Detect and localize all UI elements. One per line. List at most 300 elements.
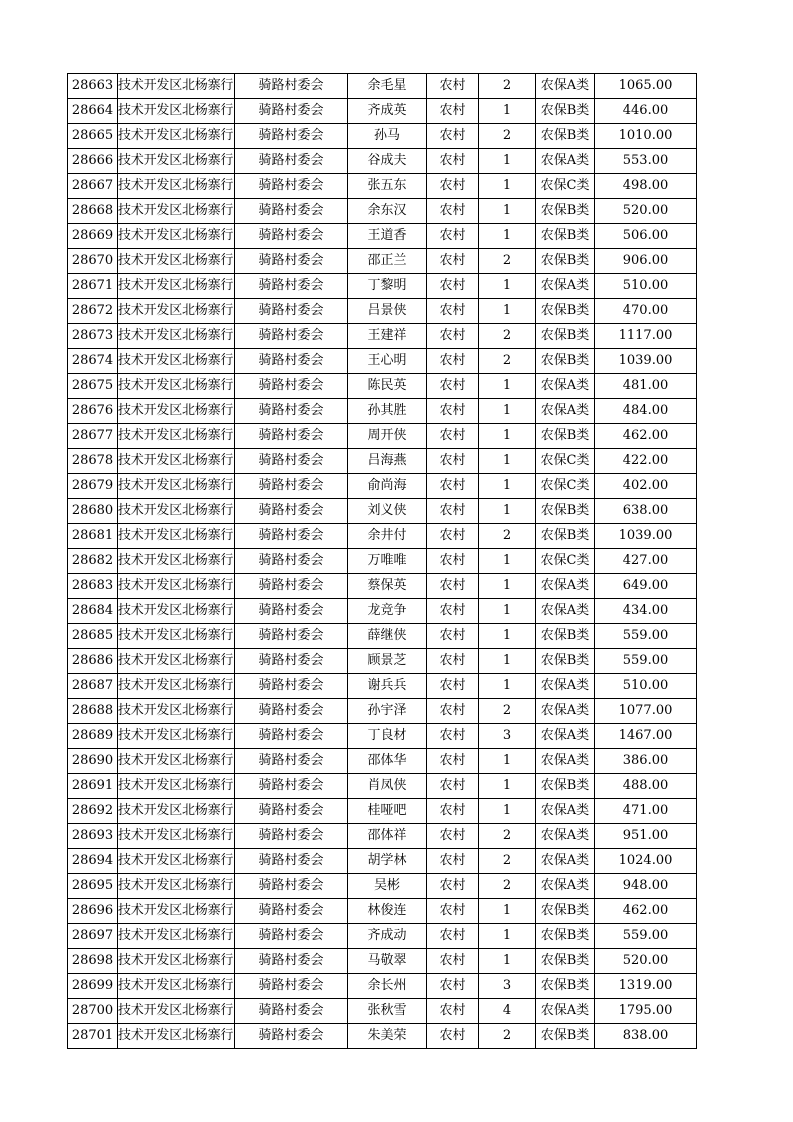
person-name-cell: 孙宇泽	[348, 699, 427, 724]
residence-type-cell: 农村	[427, 324, 479, 349]
record-id-cell: 28682	[68, 549, 118, 574]
record-id-cell: 28679	[68, 474, 118, 499]
town-cell: 技术开发区北杨寨行	[118, 249, 235, 274]
town-cell: 技术开发区北杨寨行	[118, 649, 235, 674]
insurance-category-cell: 农保A类	[536, 874, 595, 899]
residence-type-cell: 农村	[427, 899, 479, 924]
household-count-cell: 2	[479, 1024, 536, 1049]
amount-cell: 484.00	[595, 399, 697, 424]
household-count-cell: 3	[479, 974, 536, 999]
village-committee-cell: 骑路村委会	[235, 274, 348, 299]
residence-type-cell: 农村	[427, 624, 479, 649]
insurance-category-cell: 农保A类	[536, 149, 595, 174]
household-count-cell: 1	[479, 499, 536, 524]
amount-cell: 520.00	[595, 949, 697, 974]
residence-type-cell: 农村	[427, 274, 479, 299]
table-row	[68, 599, 697, 624]
table-row	[68, 524, 697, 549]
household-count-cell: 2	[479, 874, 536, 899]
village-committee-cell: 骑路村委会	[235, 749, 348, 774]
record-id-cell: 28688	[68, 699, 118, 724]
amount-cell: 386.00	[595, 749, 697, 774]
record-id-cell: 28680	[68, 499, 118, 524]
household-count-cell: 1	[479, 174, 536, 199]
household-count-cell: 1	[479, 424, 536, 449]
insurance-category-cell: 农保B类	[536, 124, 595, 149]
person-name-cell: 肖凤侠	[348, 774, 427, 799]
table-row	[68, 949, 697, 974]
person-name-cell: 孙马	[348, 124, 427, 149]
residence-type-cell: 农村	[427, 949, 479, 974]
record-id-cell: 28671	[68, 274, 118, 299]
insurance-category-cell: 农保B类	[536, 224, 595, 249]
village-committee-cell: 骑路村委会	[235, 474, 348, 499]
insurance-category-cell: 农保C类	[536, 549, 595, 574]
village-committee-cell: 骑路村委会	[235, 224, 348, 249]
insurance-category-cell: 农保A类	[536, 74, 595, 99]
record-id-cell: 28701	[68, 1024, 118, 1049]
amount-cell: 1795.00	[595, 999, 697, 1024]
residence-type-cell: 农村	[427, 874, 479, 899]
residence-type-cell: 农村	[427, 574, 479, 599]
insurance-category-cell: 农保A类	[536, 824, 595, 849]
town-cell: 技术开发区北杨寨行	[118, 999, 235, 1024]
person-name-cell: 谷成夫	[348, 149, 427, 174]
table-row	[68, 749, 697, 774]
amount-cell: 649.00	[595, 574, 697, 599]
village-committee-cell: 骑路村委会	[235, 124, 348, 149]
village-committee-cell: 骑路村委会	[235, 324, 348, 349]
table-row	[68, 874, 697, 899]
amount-cell: 906.00	[595, 249, 697, 274]
table-row	[68, 624, 697, 649]
household-count-cell: 1	[479, 399, 536, 424]
residence-type-cell: 农村	[427, 124, 479, 149]
person-name-cell: 王心明	[348, 349, 427, 374]
village-committee-cell: 骑路村委会	[235, 299, 348, 324]
household-count-cell: 1	[479, 99, 536, 124]
village-committee-cell: 骑路村委会	[235, 549, 348, 574]
record-id-cell: 28675	[68, 374, 118, 399]
table-row	[68, 824, 697, 849]
household-count-cell: 1	[479, 799, 536, 824]
table-row	[68, 99, 697, 124]
village-committee-cell: 骑路村委会	[235, 249, 348, 274]
record-id-cell: 28666	[68, 149, 118, 174]
town-cell: 技术开发区北杨寨行	[118, 149, 235, 174]
insurance-category-cell: 农保B类	[536, 624, 595, 649]
residence-type-cell: 农村	[427, 224, 479, 249]
town-cell: 技术开发区北杨寨行	[118, 974, 235, 999]
insurance-category-cell: 农保A类	[536, 599, 595, 624]
household-count-cell: 2	[479, 124, 536, 149]
person-name-cell: 孙其胜	[348, 399, 427, 424]
insurance-category-cell: 农保B类	[536, 924, 595, 949]
insurance-category-cell: 农保C类	[536, 449, 595, 474]
village-committee-cell: 骑路村委会	[235, 199, 348, 224]
amount-cell: 951.00	[595, 824, 697, 849]
town-cell: 技术开发区北杨寨行	[118, 274, 235, 299]
roster-table	[67, 73, 697, 1049]
residence-type-cell: 农村	[427, 699, 479, 724]
household-count-cell: 2	[479, 524, 536, 549]
amount-cell: 520.00	[595, 199, 697, 224]
record-id-cell: 28684	[68, 599, 118, 624]
person-name-cell: 吕景侠	[348, 299, 427, 324]
household-count-cell: 2	[479, 699, 536, 724]
residence-type-cell: 农村	[427, 549, 479, 574]
residence-type-cell: 农村	[427, 424, 479, 449]
person-name-cell: 周开侠	[348, 424, 427, 449]
residence-type-cell: 农村	[427, 374, 479, 399]
residence-type-cell: 农村	[427, 974, 479, 999]
insurance-category-cell: 农保A类	[536, 724, 595, 749]
person-name-cell: 丁黎明	[348, 274, 427, 299]
residence-type-cell: 农村	[427, 1024, 479, 1049]
village-committee-cell: 骑路村委会	[235, 599, 348, 624]
town-cell: 技术开发区北杨寨行	[118, 374, 235, 399]
insurance-category-cell: 农保A类	[536, 374, 595, 399]
household-count-cell: 1	[479, 674, 536, 699]
amount-cell: 471.00	[595, 799, 697, 824]
person-name-cell: 王道香	[348, 224, 427, 249]
residence-type-cell: 农村	[427, 999, 479, 1024]
insurance-category-cell: 农保B类	[536, 899, 595, 924]
table-row	[68, 174, 697, 199]
table-row	[68, 349, 697, 374]
household-count-cell: 1	[479, 599, 536, 624]
village-committee-cell: 骑路村委会	[235, 574, 348, 599]
table-row	[68, 424, 697, 449]
insurance-category-cell: 农保A类	[536, 799, 595, 824]
table-row	[68, 124, 697, 149]
amount-cell: 488.00	[595, 774, 697, 799]
record-id-cell: 28665	[68, 124, 118, 149]
person-name-cell: 马敬翠	[348, 949, 427, 974]
amount-cell: 427.00	[595, 549, 697, 574]
record-id-cell: 28687	[68, 674, 118, 699]
amount-cell: 1024.00	[595, 849, 697, 874]
record-id-cell: 28694	[68, 849, 118, 874]
residence-type-cell: 农村	[427, 674, 479, 699]
household-count-cell: 3	[479, 724, 536, 749]
village-committee-cell: 骑路村委会	[235, 149, 348, 174]
household-count-cell: 1	[479, 474, 536, 499]
record-id-cell: 28674	[68, 349, 118, 374]
residence-type-cell: 农村	[427, 499, 479, 524]
town-cell: 技术开发区北杨寨行	[118, 324, 235, 349]
residence-type-cell: 农村	[427, 149, 479, 174]
residence-type-cell: 农村	[427, 774, 479, 799]
village-committee-cell: 骑路村委会	[235, 724, 348, 749]
insurance-category-cell: 农保B类	[536, 99, 595, 124]
town-cell: 技术开发区北杨寨行	[118, 849, 235, 874]
roster-table-body	[68, 74, 697, 1049]
record-id-cell: 28672	[68, 299, 118, 324]
village-committee-cell: 骑路村委会	[235, 174, 348, 199]
table-row	[68, 474, 697, 499]
record-id-cell: 28698	[68, 949, 118, 974]
amount-cell: 506.00	[595, 224, 697, 249]
record-id-cell: 28690	[68, 749, 118, 774]
person-name-cell: 余毛星	[348, 74, 427, 99]
household-count-cell: 1	[479, 774, 536, 799]
insurance-category-cell: 农保B类	[536, 1024, 595, 1049]
person-name-cell: 万唯唯	[348, 549, 427, 574]
village-committee-cell: 骑路村委会	[235, 349, 348, 374]
insurance-category-cell: 农保A类	[536, 399, 595, 424]
insurance-category-cell: 农保B类	[536, 524, 595, 549]
insurance-category-cell: 农保A类	[536, 674, 595, 699]
town-cell: 技术开发区北杨寨行	[118, 174, 235, 199]
household-count-cell: 1	[479, 924, 536, 949]
table-row	[68, 374, 697, 399]
residence-type-cell: 农村	[427, 799, 479, 824]
insurance-category-cell: 农保A类	[536, 574, 595, 599]
town-cell: 技术开发区北杨寨行	[118, 699, 235, 724]
town-cell: 技术开发区北杨寨行	[118, 724, 235, 749]
residence-type-cell: 农村	[427, 199, 479, 224]
record-id-cell: 28681	[68, 524, 118, 549]
residence-type-cell: 农村	[427, 299, 479, 324]
record-id-cell: 28685	[68, 624, 118, 649]
person-name-cell: 朱美荣	[348, 1024, 427, 1049]
town-cell: 技术开发区北杨寨行	[118, 499, 235, 524]
village-committee-cell: 骑路村委会	[235, 649, 348, 674]
table-row	[68, 324, 697, 349]
person-name-cell: 陈民英	[348, 374, 427, 399]
person-name-cell: 俞尚海	[348, 474, 427, 499]
village-committee-cell: 骑路村委会	[235, 999, 348, 1024]
amount-cell: 462.00	[595, 424, 697, 449]
record-id-cell: 28699	[68, 974, 118, 999]
residence-type-cell: 农村	[427, 849, 479, 874]
household-count-cell: 1	[479, 224, 536, 249]
insurance-category-cell: 农保A类	[536, 274, 595, 299]
amount-cell: 434.00	[595, 599, 697, 624]
household-count-cell: 2	[479, 74, 536, 99]
table-row	[68, 649, 697, 674]
insurance-category-cell: 农保A类	[536, 849, 595, 874]
record-id-cell: 28676	[68, 399, 118, 424]
table-row	[68, 899, 697, 924]
record-id-cell: 28691	[68, 774, 118, 799]
table-row	[68, 249, 697, 274]
village-committee-cell: 骑路村委会	[235, 874, 348, 899]
village-committee-cell: 骑路村委会	[235, 624, 348, 649]
village-committee-cell: 骑路村委会	[235, 674, 348, 699]
amount-cell: 1065.00	[595, 74, 697, 99]
village-committee-cell: 骑路村委会	[235, 74, 348, 99]
record-id-cell: 28696	[68, 899, 118, 924]
residence-type-cell: 农村	[427, 924, 479, 949]
town-cell: 技术开发区北杨寨行	[118, 349, 235, 374]
town-cell: 技术开发区北杨寨行	[118, 899, 235, 924]
person-name-cell: 蔡保英	[348, 574, 427, 599]
residence-type-cell: 农村	[427, 524, 479, 549]
record-id-cell: 28663	[68, 74, 118, 99]
amount-cell: 422.00	[595, 449, 697, 474]
insurance-category-cell: 农保B类	[536, 424, 595, 449]
household-count-cell: 2	[479, 249, 536, 274]
record-id-cell: 28668	[68, 199, 118, 224]
village-committee-cell: 骑路村委会	[235, 799, 348, 824]
record-id-cell: 28670	[68, 249, 118, 274]
record-id-cell: 28695	[68, 874, 118, 899]
town-cell: 技术开发区北杨寨行	[118, 674, 235, 699]
insurance-category-cell: 农保C类	[536, 174, 595, 199]
person-name-cell: 齐成英	[348, 99, 427, 124]
person-name-cell: 王建祥	[348, 324, 427, 349]
residence-type-cell: 农村	[427, 74, 479, 99]
town-cell: 技术开发区北杨寨行	[118, 924, 235, 949]
amount-cell: 838.00	[595, 1024, 697, 1049]
table-row	[68, 199, 697, 224]
table-row	[68, 449, 697, 474]
amount-cell: 1117.00	[595, 324, 697, 349]
insurance-category-cell: 农保B类	[536, 974, 595, 999]
amount-cell: 498.00	[595, 174, 697, 199]
person-name-cell: 胡学林	[348, 849, 427, 874]
insurance-category-cell: 农保B类	[536, 299, 595, 324]
person-name-cell: 邵体华	[348, 749, 427, 774]
insurance-category-cell: 农保B类	[536, 774, 595, 799]
person-name-cell: 龙竞争	[348, 599, 427, 624]
amount-cell: 462.00	[595, 899, 697, 924]
household-count-cell: 1	[479, 624, 536, 649]
household-count-cell: 1	[479, 199, 536, 224]
village-committee-cell: 骑路村委会	[235, 399, 348, 424]
person-name-cell: 张五东	[348, 174, 427, 199]
table-row	[68, 499, 697, 524]
table-row	[68, 999, 697, 1024]
record-id-cell: 28664	[68, 99, 118, 124]
residence-type-cell: 农村	[427, 749, 479, 774]
person-name-cell: 邵正兰	[348, 249, 427, 274]
insurance-category-cell: 农保B类	[536, 349, 595, 374]
amount-cell: 446.00	[595, 99, 697, 124]
person-name-cell: 丁良材	[348, 724, 427, 749]
amount-cell: 1319.00	[595, 974, 697, 999]
insurance-category-cell: 农保B类	[536, 949, 595, 974]
town-cell: 技术开发区北杨寨行	[118, 599, 235, 624]
village-committee-cell: 骑路村委会	[235, 699, 348, 724]
table-row	[68, 699, 697, 724]
amount-cell: 510.00	[595, 274, 697, 299]
insurance-category-cell: 农保B类	[536, 499, 595, 524]
insurance-category-cell: 农保A类	[536, 749, 595, 774]
town-cell: 技术开发区北杨寨行	[118, 824, 235, 849]
town-cell: 技术开发区北杨寨行	[118, 399, 235, 424]
record-id-cell: 28683	[68, 574, 118, 599]
residence-type-cell: 农村	[427, 249, 479, 274]
table-row	[68, 1024, 697, 1049]
amount-cell: 1010.00	[595, 124, 697, 149]
amount-cell: 481.00	[595, 374, 697, 399]
insurance-category-cell: 农保B类	[536, 649, 595, 674]
table-row	[68, 399, 697, 424]
table-row	[68, 849, 697, 874]
person-name-cell: 余井付	[348, 524, 427, 549]
person-name-cell: 余东汉	[348, 199, 427, 224]
person-name-cell: 吴彬	[348, 874, 427, 899]
town-cell: 技术开发区北杨寨行	[118, 474, 235, 499]
town-cell: 技术开发区北杨寨行	[118, 624, 235, 649]
village-committee-cell: 骑路村委会	[235, 424, 348, 449]
amount-cell: 1467.00	[595, 724, 697, 749]
amount-cell: 510.00	[595, 674, 697, 699]
residence-type-cell: 农村	[427, 399, 479, 424]
town-cell: 技术开发区北杨寨行	[118, 1024, 235, 1049]
village-committee-cell: 骑路村委会	[235, 924, 348, 949]
town-cell: 技术开发区北杨寨行	[118, 199, 235, 224]
town-cell: 技术开发区北杨寨行	[118, 449, 235, 474]
town-cell: 技术开发区北杨寨行	[118, 74, 235, 99]
town-cell: 技术开发区北杨寨行	[118, 749, 235, 774]
record-id-cell: 28678	[68, 449, 118, 474]
record-id-cell: 28693	[68, 824, 118, 849]
household-count-cell: 1	[479, 274, 536, 299]
household-count-cell: 1	[479, 949, 536, 974]
residence-type-cell: 农村	[427, 599, 479, 624]
table-row	[68, 924, 697, 949]
record-id-cell: 28689	[68, 724, 118, 749]
table-row	[68, 299, 697, 324]
household-count-cell: 2	[479, 824, 536, 849]
amount-cell: 470.00	[595, 299, 697, 324]
table-row	[68, 724, 697, 749]
record-id-cell: 28667	[68, 174, 118, 199]
amount-cell: 559.00	[595, 624, 697, 649]
household-count-cell: 1	[479, 149, 536, 174]
household-count-cell: 1	[479, 749, 536, 774]
amount-cell: 553.00	[595, 149, 697, 174]
amount-cell: 1039.00	[595, 349, 697, 374]
table-row	[68, 224, 697, 249]
record-id-cell: 28669	[68, 224, 118, 249]
village-committee-cell: 骑路村委会	[235, 524, 348, 549]
insurance-category-cell: 农保B类	[536, 324, 595, 349]
household-count-cell: 1	[479, 299, 536, 324]
record-id-cell: 28686	[68, 649, 118, 674]
town-cell: 技术开发区北杨寨行	[118, 574, 235, 599]
household-count-cell: 4	[479, 999, 536, 1024]
insurance-category-cell: 农保B类	[536, 249, 595, 274]
table-row	[68, 974, 697, 999]
person-name-cell: 齐成动	[348, 924, 427, 949]
person-name-cell: 顾景芝	[348, 649, 427, 674]
insurance-category-cell: 农保B类	[536, 199, 595, 224]
table-row	[68, 74, 697, 99]
person-name-cell: 张秋雪	[348, 999, 427, 1024]
town-cell: 技术开发区北杨寨行	[118, 799, 235, 824]
record-id-cell: 28697	[68, 924, 118, 949]
amount-cell: 1077.00	[595, 699, 697, 724]
town-cell: 技术开发区北杨寨行	[118, 124, 235, 149]
town-cell: 技术开发区北杨寨行	[118, 774, 235, 799]
residence-type-cell: 农村	[427, 449, 479, 474]
residence-type-cell: 农村	[427, 649, 479, 674]
amount-cell: 1039.00	[595, 524, 697, 549]
table-row	[68, 674, 697, 699]
person-name-cell: 余长州	[348, 974, 427, 999]
residence-type-cell: 农村	[427, 174, 479, 199]
residence-type-cell: 农村	[427, 724, 479, 749]
household-count-cell: 2	[479, 349, 536, 374]
amount-cell: 402.00	[595, 474, 697, 499]
residence-type-cell: 农村	[427, 824, 479, 849]
household-count-cell: 1	[479, 549, 536, 574]
